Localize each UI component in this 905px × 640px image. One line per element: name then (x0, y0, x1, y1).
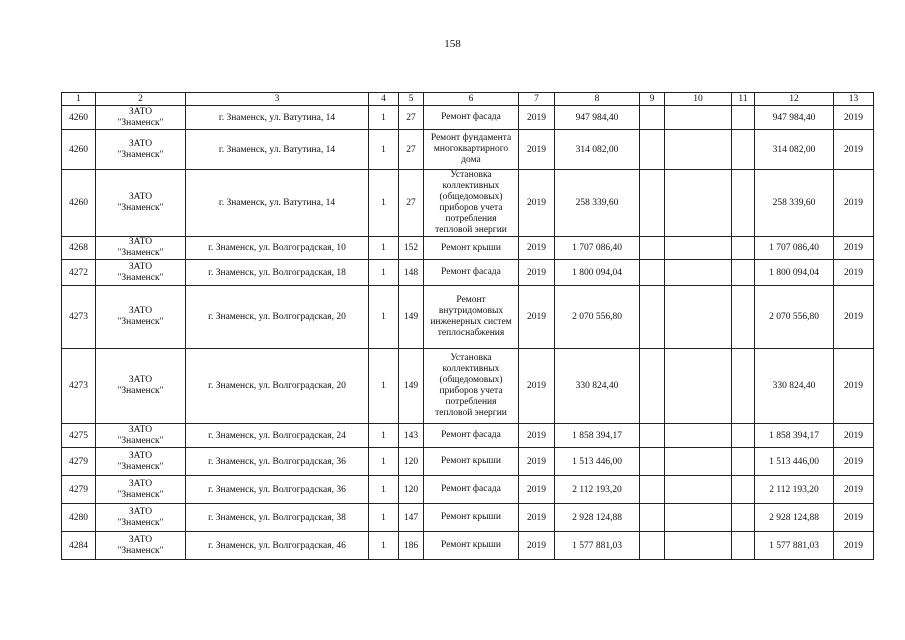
cell-address: г. Знаменск, ул. Ватутина, 14 (186, 130, 369, 170)
cell-col11 (732, 476, 755, 504)
table-row (62, 260, 874, 286)
cell-id: 4268 (62, 237, 96, 260)
cell-municipality (96, 130, 186, 170)
cell-cost: 258 339,60 (555, 170, 640, 237)
cell-year: 2019 (519, 260, 555, 286)
cell-col10 (665, 349, 732, 424)
cell-col9 (640, 476, 665, 504)
table-body (62, 106, 874, 560)
cell-cost: 1 858 394,17 (555, 424, 640, 448)
cell-col13: 2019 (834, 260, 874, 286)
table-row (62, 532, 874, 560)
cell-year: 2019 (519, 286, 555, 349)
column-header: 2 (96, 93, 186, 106)
cell-col5: 149 (399, 286, 424, 349)
cell-municipality (96, 448, 186, 476)
cell-address: г. Знаменск, ул. Волгоградская, 36 (186, 476, 369, 504)
cell-id: 4260 (62, 130, 96, 170)
cell-total: 1 577 881,03 (755, 532, 834, 560)
cell-col11 (732, 504, 755, 532)
cell-cost: 2 070 556,80 (555, 286, 640, 349)
municipality-line: ЗАТО (128, 375, 153, 385)
cell-address: г. Знаменск, ул. Волгоградская, 20 (186, 349, 369, 424)
municipality-line: "Знаменск" (117, 461, 164, 472)
column-header: 9 (640, 93, 665, 106)
cell-total: 258 339,60 (755, 170, 834, 237)
cell-municipality (96, 424, 186, 448)
cell-col11 (732, 448, 755, 476)
cell-municipality (96, 504, 186, 532)
column-header: 4 (369, 93, 399, 106)
cell-cost: 314 082,00 (555, 130, 640, 170)
table-row (62, 349, 874, 424)
cell-cost: 1 800 094,04 (555, 260, 640, 286)
cell-total: 330 824,40 (755, 349, 834, 424)
cell-work-type: Установка коллективных (общедомовых) приборов учета потребления тепловой энергии (424, 349, 519, 424)
cell-cost: 947 984,40 (555, 106, 640, 130)
cell-col13: 2019 (834, 504, 874, 532)
cell-municipality (96, 106, 186, 130)
cell-col13: 2019 (834, 130, 874, 170)
cell-col10 (665, 424, 732, 448)
cell-col5: 149 (399, 349, 424, 424)
cell-address: г. Знаменск, ул. Волгоградская, 24 (186, 424, 369, 448)
cell-col10 (665, 170, 732, 237)
cell-col4: 1 (369, 260, 399, 286)
cell-col5: 27 (399, 170, 424, 237)
cell-col13: 2019 (834, 476, 874, 504)
cell-cost: 1 577 881,03 (555, 532, 640, 560)
cell-year: 2019 (519, 106, 555, 130)
cell-col4: 1 (369, 504, 399, 532)
cell-col11 (732, 424, 755, 448)
cell-col10 (665, 286, 732, 349)
cell-total: 1 707 086,40 (755, 237, 834, 260)
municipality-line: ЗАТО (128, 306, 153, 316)
cell-col9 (640, 130, 665, 170)
cell-col11 (732, 106, 755, 130)
cell-col9 (640, 532, 665, 560)
cell-id: 4284 (62, 532, 96, 560)
municipality-line: "Знаменск" (117, 272, 164, 283)
cell-col5: 147 (399, 504, 424, 532)
cell-col11 (732, 260, 755, 286)
cell-col13: 2019 (834, 286, 874, 349)
page-number: 158 (444, 38, 461, 50)
cell-year: 2019 (519, 532, 555, 560)
cell-total: 2 112 193,20 (755, 476, 834, 504)
cell-col9 (640, 286, 665, 349)
cell-work-type: Ремонт крыши (424, 504, 519, 532)
cell-year: 2019 (519, 476, 555, 504)
cell-id: 4279 (62, 476, 96, 504)
cell-work-type: Ремонт фасада (424, 424, 519, 448)
cell-address: г. Знаменск, ул. Ватутина, 14 (186, 170, 369, 237)
municipality-line: ЗАТО (128, 192, 153, 202)
table-row (62, 286, 874, 349)
cell-col11 (732, 130, 755, 170)
cell-address: г. Знаменск, ул. Ватутина, 14 (186, 106, 369, 130)
column-header: 11 (732, 93, 755, 106)
cell-year: 2019 (519, 237, 555, 260)
cell-address: г. Знаменск, ул. Волгоградская, 46 (186, 532, 369, 560)
column-header: 8 (555, 93, 640, 106)
table-row (62, 106, 874, 130)
cell-total: 314 082,00 (755, 130, 834, 170)
cell-work-type: Ремонт фундамента многоквартирного дома (424, 130, 519, 170)
cell-year: 2019 (519, 424, 555, 448)
cell-col9 (640, 349, 665, 424)
cell-col13: 2019 (834, 448, 874, 476)
cell-col11 (732, 170, 755, 237)
municipality-line: ЗАТО (128, 424, 153, 435)
column-header: 12 (755, 93, 834, 106)
cell-col9 (640, 504, 665, 532)
table-row (62, 448, 874, 476)
municipality-line: "Знаменск" (117, 248, 164, 258)
cell-year: 2019 (519, 504, 555, 532)
header-row (62, 93, 874, 106)
cell-col4: 1 (369, 532, 399, 560)
cell-col9 (640, 170, 665, 237)
cell-col10 (665, 448, 732, 476)
cell-col10 (665, 260, 732, 286)
cell-municipality (96, 476, 186, 504)
cell-total: 1 800 094,04 (755, 260, 834, 286)
cell-col11 (732, 532, 755, 560)
cell-col13: 2019 (834, 170, 874, 237)
cell-id: 4260 (62, 170, 96, 237)
cell-col4: 1 (369, 286, 399, 349)
cell-id: 4280 (62, 504, 96, 532)
municipality-line: ЗАТО (128, 106, 153, 117)
capital-repair-table (61, 92, 874, 560)
cell-work-type: Ремонт внутридомовых инженерных систем теплоснабжения (424, 286, 519, 349)
cell-id: 4273 (62, 286, 96, 349)
cell-col9 (640, 237, 665, 260)
cell-col5: 120 (399, 476, 424, 504)
table-row (62, 237, 874, 260)
cell-col4: 1 (369, 130, 399, 170)
cell-total: 1 513 446,00 (755, 448, 834, 476)
cell-col10 (665, 532, 732, 560)
cell-col4: 1 (369, 237, 399, 260)
cell-col4: 1 (369, 424, 399, 448)
cell-id: 4275 (62, 424, 96, 448)
cell-id: 4279 (62, 448, 96, 476)
cell-col5: 152 (399, 237, 424, 260)
cell-work-type: Установка коллективных (общедомовых) приборов учета потребления тепловой энергии (424, 170, 519, 237)
cell-work-type: Ремонт крыши (424, 237, 519, 260)
column-header: 10 (665, 93, 732, 106)
cell-col10 (665, 130, 732, 170)
column-header: 3 (186, 93, 369, 106)
cell-col4: 1 (369, 106, 399, 130)
cell-col4: 1 (369, 349, 399, 424)
table-row (62, 424, 874, 448)
cell-year: 2019 (519, 170, 555, 237)
table-row (62, 476, 874, 504)
municipality-line: "Знаменск" (117, 203, 164, 213)
cell-cost: 2 928 124,88 (555, 504, 640, 532)
cell-year: 2019 (519, 448, 555, 476)
cell-municipality (96, 532, 186, 560)
municipality-line: "Знаменск" (117, 117, 164, 128)
cell-year: 2019 (519, 130, 555, 170)
cell-col13: 2019 (834, 424, 874, 448)
municipality-line: ЗАТО (128, 450, 153, 461)
cell-col9 (640, 448, 665, 476)
cell-col13: 2019 (834, 349, 874, 424)
cell-col9 (640, 424, 665, 448)
municipality-line: ЗАТО (128, 261, 153, 272)
cell-col5: 27 (399, 106, 424, 130)
municipality-line: ЗАТО (128, 506, 153, 517)
cell-id: 4272 (62, 260, 96, 286)
cell-col5: 148 (399, 260, 424, 286)
cell-cost: 1 707 086,40 (555, 237, 640, 260)
cell-col9 (640, 106, 665, 130)
cell-work-type: Ремонт фасада (424, 106, 519, 130)
cell-municipality (96, 237, 186, 260)
municipality-line: "Знаменск" (117, 545, 164, 556)
cell-col13: 2019 (834, 106, 874, 130)
cell-municipality (96, 170, 186, 237)
cell-cost: 1 513 446,00 (555, 448, 640, 476)
municipality-line: ЗАТО (128, 534, 153, 545)
column-header: 1 (62, 93, 96, 106)
municipality-line: "Знаменск" (117, 317, 164, 327)
cell-id: 4273 (62, 349, 96, 424)
cell-work-type: Ремонт крыши (424, 532, 519, 560)
cell-col4: 1 (369, 170, 399, 237)
cell-col5: 143 (399, 424, 424, 448)
column-header: 5 (399, 93, 424, 106)
cell-id: 4260 (62, 106, 96, 130)
municipality-line: "Знаменск" (117, 386, 164, 396)
cell-col11 (732, 237, 755, 260)
cell-address: г. Знаменск, ул. Волгоградская, 18 (186, 260, 369, 286)
cell-col10 (665, 504, 732, 532)
cell-year: 2019 (519, 349, 555, 424)
municipality-line: "Знаменск" (117, 489, 164, 500)
municipality-line: ЗАТО (128, 138, 153, 149)
cell-municipality (96, 286, 186, 349)
municipality-line: "Знаменск" (117, 435, 164, 446)
cell-work-type: Ремонт фасада (424, 476, 519, 504)
cell-col10 (665, 476, 732, 504)
cell-municipality (96, 349, 186, 424)
cell-address: г. Знаменск, ул. Волгоградская, 20 (186, 286, 369, 349)
cell-total: 2 070 556,80 (755, 286, 834, 349)
column-header: 7 (519, 93, 555, 106)
cell-col9 (640, 260, 665, 286)
cell-col4: 1 (369, 476, 399, 504)
municipality-line: "Знаменск" (117, 517, 164, 528)
cell-work-type: Ремонт крыши (424, 448, 519, 476)
table-row (62, 130, 874, 170)
municipality-line: ЗАТО (128, 478, 153, 489)
table-row (62, 504, 874, 532)
cell-col13: 2019 (834, 237, 874, 260)
cell-total: 2 928 124,88 (755, 504, 834, 532)
cell-total: 947 984,40 (755, 106, 834, 130)
cell-col5: 27 (399, 130, 424, 170)
cell-col13: 2019 (834, 532, 874, 560)
cell-work-type: Ремонт фасада (424, 260, 519, 286)
cell-col4: 1 (369, 448, 399, 476)
cell-address: г. Знаменск, ул. Волгоградская, 36 (186, 448, 369, 476)
cell-total: 1 858 394,17 (755, 424, 834, 448)
cell-col10 (665, 237, 732, 260)
cell-address: г. Знаменск, ул. Волгоградская, 38 (186, 504, 369, 532)
cell-cost: 2 112 193,20 (555, 476, 640, 504)
cell-address: г. Знаменск, ул. Волгоградская, 10 (186, 237, 369, 260)
cell-col11 (732, 286, 755, 349)
column-header: 6 (424, 93, 519, 106)
column-header: 13 (834, 93, 874, 106)
cell-col11 (732, 349, 755, 424)
cell-municipality (96, 260, 186, 286)
cell-col5: 120 (399, 448, 424, 476)
municipality-line: ЗАТО (128, 237, 153, 247)
cell-cost: 330 824,40 (555, 349, 640, 424)
cell-col5: 186 (399, 532, 424, 560)
cell-col10 (665, 106, 732, 130)
municipality-line: "Знаменск" (117, 149, 164, 160)
table-row (62, 170, 874, 237)
